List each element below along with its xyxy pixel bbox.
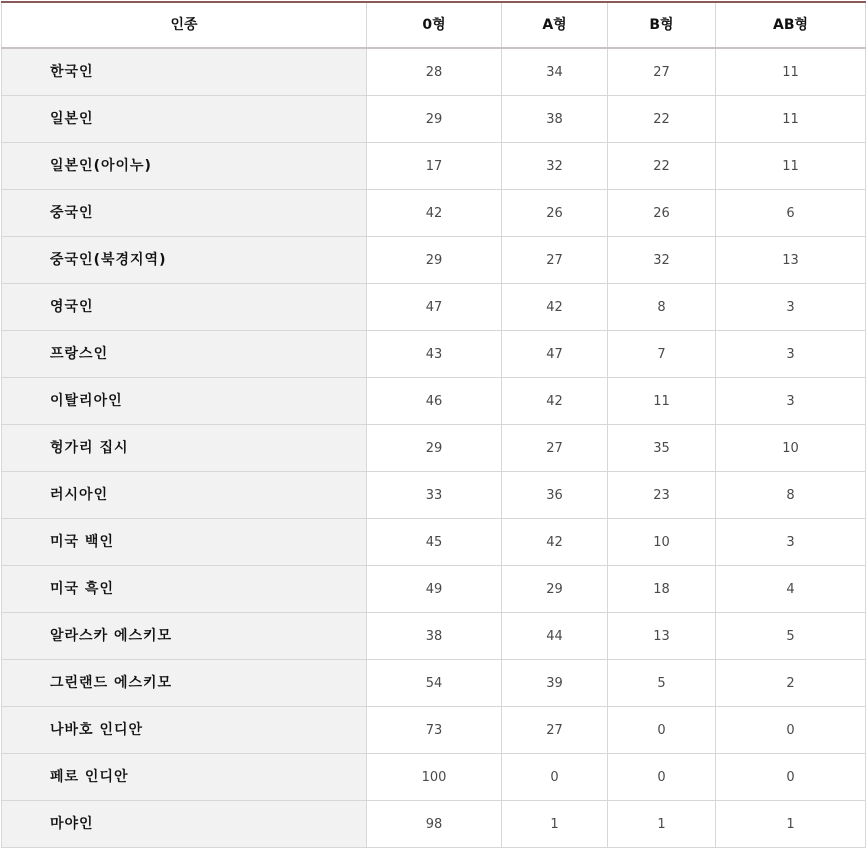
table-header (2, 2, 866, 48)
type-a-cell: 38 (502, 96, 608, 143)
type-b-cell: 0 (608, 754, 716, 801)
header-type-o: 0형 (367, 2, 502, 48)
header-type-a: A형 (502, 2, 608, 48)
type-b-cell: 7 (608, 331, 716, 378)
type-ab-cell: 10 (716, 425, 866, 472)
header-type-b: B형 (608, 2, 716, 48)
type-o-cell: 29 (367, 96, 502, 143)
type-b-cell: 22 (608, 96, 716, 143)
table-row (2, 660, 866, 707)
table-row (2, 378, 866, 425)
table-row (2, 613, 866, 660)
type-o-cell: 29 (367, 237, 502, 284)
table-row (2, 143, 866, 190)
race-cell: 마야인 (2, 801, 367, 848)
type-o-cell: 98 (367, 801, 502, 848)
type-ab-cell: 11 (716, 96, 866, 143)
type-o-cell: 17 (367, 143, 502, 190)
type-b-cell: 27 (608, 48, 716, 96)
race-cell: 미국 백인 (2, 519, 367, 566)
header-race: 인종 (2, 2, 367, 48)
type-o-cell: 29 (367, 425, 502, 472)
type-a-cell: 42 (502, 519, 608, 566)
race-cell: 영국인 (2, 284, 367, 331)
type-a-cell: 27 (502, 237, 608, 284)
type-o-cell: 43 (367, 331, 502, 378)
type-ab-cell: 3 (716, 284, 866, 331)
table-row (2, 425, 866, 472)
type-o-cell: 73 (367, 707, 502, 754)
type-ab-cell: 1 (716, 801, 866, 848)
type-ab-cell: 6 (716, 190, 866, 237)
type-o-cell: 45 (367, 519, 502, 566)
type-ab-cell: 3 (716, 378, 866, 425)
header-row (2, 2, 866, 48)
type-b-cell: 32 (608, 237, 716, 284)
type-ab-cell: 3 (716, 519, 866, 566)
blood-type-table (1, 1, 866, 848)
table-body (2, 48, 866, 848)
type-a-cell: 47 (502, 331, 608, 378)
type-b-cell: 22 (608, 143, 716, 190)
race-cell: 한국인 (2, 48, 367, 96)
type-a-cell: 32 (502, 143, 608, 190)
table-row (2, 801, 866, 848)
type-b-cell: 26 (608, 190, 716, 237)
type-b-cell: 35 (608, 425, 716, 472)
type-ab-cell: 0 (716, 707, 866, 754)
type-o-cell: 54 (367, 660, 502, 707)
table-row (2, 96, 866, 143)
race-cell: 프랑스인 (2, 331, 367, 378)
type-a-cell: 29 (502, 566, 608, 613)
type-b-cell: 18 (608, 566, 716, 613)
type-ab-cell: 8 (716, 472, 866, 519)
type-ab-cell: 2 (716, 660, 866, 707)
table-row (2, 284, 866, 331)
type-o-cell: 46 (367, 378, 502, 425)
table-row (2, 519, 866, 566)
type-a-cell: 42 (502, 284, 608, 331)
type-o-cell: 47 (367, 284, 502, 331)
race-cell: 일본인 (2, 96, 367, 143)
type-o-cell: 42 (367, 190, 502, 237)
type-o-cell: 28 (367, 48, 502, 96)
race-cell: 페로 인디안 (2, 754, 367, 801)
type-b-cell: 0 (608, 707, 716, 754)
type-b-cell: 11 (608, 378, 716, 425)
type-b-cell: 1 (608, 801, 716, 848)
type-o-cell: 33 (367, 472, 502, 519)
type-ab-cell: 11 (716, 143, 866, 190)
table-row (2, 190, 866, 237)
race-cell: 이탈리아인 (2, 378, 367, 425)
type-a-cell: 44 (502, 613, 608, 660)
race-cell: 중국인(북경지역) (2, 237, 367, 284)
type-b-cell: 23 (608, 472, 716, 519)
race-cell: 러시아인 (2, 472, 367, 519)
type-a-cell: 1 (502, 801, 608, 848)
table-row (2, 48, 866, 96)
table-row (2, 472, 866, 519)
type-o-cell: 100 (367, 754, 502, 801)
type-ab-cell: 5 (716, 613, 866, 660)
race-cell: 일본인(아이누) (2, 143, 367, 190)
type-ab-cell: 0 (716, 754, 866, 801)
type-a-cell: 42 (502, 378, 608, 425)
race-cell: 헝가리 집시 (2, 425, 367, 472)
table-row (2, 566, 866, 613)
type-b-cell: 10 (608, 519, 716, 566)
table-row (2, 237, 866, 284)
type-b-cell: 8 (608, 284, 716, 331)
type-ab-cell: 4 (716, 566, 866, 613)
race-cell: 알라스카 에스키모 (2, 613, 367, 660)
header-type-ab: AB형 (716, 2, 866, 48)
type-b-cell: 13 (608, 613, 716, 660)
type-ab-cell: 13 (716, 237, 866, 284)
type-a-cell: 36 (502, 472, 608, 519)
race-cell: 중국인 (2, 190, 367, 237)
type-ab-cell: 11 (716, 48, 866, 96)
type-a-cell: 34 (502, 48, 608, 96)
type-o-cell: 38 (367, 613, 502, 660)
table-row (2, 754, 866, 801)
type-a-cell: 26 (502, 190, 608, 237)
race-cell: 나바호 인디안 (2, 707, 367, 754)
type-a-cell: 39 (502, 660, 608, 707)
type-a-cell: 0 (502, 754, 608, 801)
race-cell: 미국 흑인 (2, 566, 367, 613)
table-row (2, 331, 866, 378)
type-b-cell: 5 (608, 660, 716, 707)
type-ab-cell: 3 (716, 331, 866, 378)
race-cell: 그린랜드 에스키모 (2, 660, 367, 707)
type-a-cell: 27 (502, 707, 608, 754)
table-row (2, 707, 866, 754)
type-a-cell: 27 (502, 425, 608, 472)
type-o-cell: 49 (367, 566, 502, 613)
